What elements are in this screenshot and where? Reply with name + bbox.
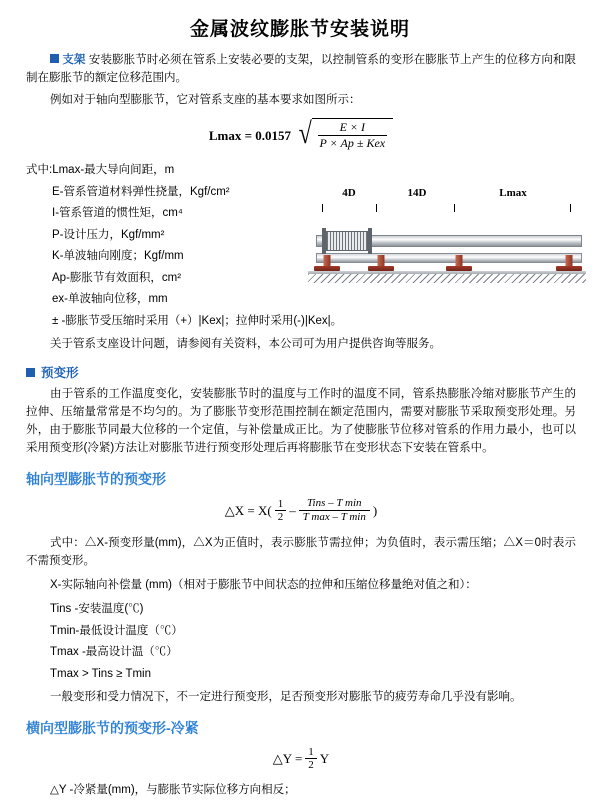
formula-delta-y-half: $\frac{1}{2}$ — [305, 746, 317, 771]
figure-label-14d: 14D — [407, 187, 427, 199]
page-title: 金属波纹膨胀节安装说明 — [189, 19, 410, 40]
formula-delta-y — [26, 746, 576, 771]
legend-item: ± -膨胀节受压缩时采用（+）|Kex|；拉伸时采用(-)|Kex|。 — [52, 314, 343, 327]
formula-delta-x-half: 1 2 — [275, 498, 287, 523]
legend-item: ex-单波轴向位移，mm — [52, 293, 168, 305]
ground-hatching — [308, 274, 586, 283]
note-line: Tmin-最低设计温度（℃） — [50, 624, 183, 637]
flange-right — [368, 228, 372, 254]
section1-paragraph-2: 例如对于轴向型膨胀节，它对管系支座的基本要求如图所示： — [50, 94, 361, 106]
legend-item: I-管系管道的惯性矩，cm⁴ — [52, 207, 183, 219]
section1-lead-text: 安装膨胀节时必须在管系上安装必要的支架，以控制管系的变形在膨胀节上产生的位移方向和限制在膨胀节的额定位移范围内。 — [26, 54, 577, 84]
subsection-lateral-note: △Y -冷紧量(mm)，与膨胀节实际位移方向相反； — [50, 784, 296, 796]
section2-heading: 预变形 — [41, 366, 79, 380]
legend-item: E-管系管道材料弹性挠量，Kgf/cm² — [52, 185, 230, 198]
subsection-axial-notes — [26, 534, 576, 706]
note-line: 式中：△X-预变形量(mm)，△X为正值时，表示膨胀节需拉伸；为负值时，表示需压缩；△X＝0时表示不需预变形。 — [26, 537, 576, 567]
note-line: Tins -安装温度(℃) — [50, 603, 144, 615]
blue-square-bullet-icon — [50, 54, 59, 63]
subsection-lateral-predeformation-heading: 横向型膨胀节的预变形-冷紧 — [26, 720, 199, 736]
document-page — [0, 14, 600, 796]
formula-lmax — [26, 119, 576, 153]
formula-delta-x-lhs: △X = X( — [224, 502, 272, 518]
pipe-support-1 — [314, 253, 340, 271]
subsection-axial-predeformation-heading: 轴向型膨胀节的预变形 — [26, 471, 166, 487]
legend-item: P-设计压力，Kgf/mm² — [52, 228, 165, 241]
section2-paragraph-1: 由于管系的工作温度变化，安装膨胀节时的温度与工作时的温度不同，管系热膨胀冷缩对膨胀节产生的拉伸、压缩量常常是不均匀的。为了膨胀节变形范围控制在额定范围内，需要对膨胀节采取预变形处理。另外，由于膨胀节同最大位移的一个定值，与补偿量成正比。为了使膨胀节位移对管系的作用力最小，也可以采用预变形(冷紧)方法让对膨胀节进行预变形处理后再将膨胀节在变形状态下安装在管系中。 — [26, 388, 576, 454]
blue-square-bullet-icon — [26, 368, 35, 377]
figure-label-4d: 4D — [342, 187, 356, 199]
flange-left — [322, 228, 326, 254]
formula-delta-y-lhs: △Y = — [272, 750, 303, 766]
legend-item: 式中:Lmax-最大导向间距，m — [26, 164, 175, 176]
note-line: 一般变形和受力情况下，不一定进行预变形，足否预变形对膨胀节的疲劳寿命几乎没有影响。 — [50, 691, 522, 703]
legend-item: K-单波轴向刚度；Kgf/mm — [52, 250, 184, 262]
pipe-assembly-drawing — [308, 209, 586, 287]
figure-label-lmax: Lmax — [499, 187, 527, 199]
document-body — [0, 51, 600, 801]
pipe-support-4 — [556, 253, 582, 271]
note-line: Tmax -最高设计温（℃） — [50, 646, 178, 658]
section1-heading: 支架 — [62, 54, 86, 66]
formula-delta-y-rhs: Y — [319, 750, 330, 766]
formula-delta-x-rhs: ) — [372, 502, 378, 518]
bellows-expansion-joint — [326, 231, 368, 251]
formula-lmax-lhs: Lmax = 0.0157 — [208, 128, 292, 143]
pipe-support-figure — [308, 161, 586, 299]
legend-item: Ap-膨胀节有效面积，cm² — [52, 271, 182, 284]
section2-heading-row — [26, 363, 576, 381]
formula-lmax-sqrt — [297, 119, 393, 153]
formula-delta-x-temp-ratio: Tins – T min T max – T min — [299, 497, 370, 524]
formula-lmax-numerator: E × I — [318, 119, 388, 136]
formula-delta-x — [26, 497, 576, 524]
pipe-support-3 — [446, 253, 472, 271]
formula-lmax-denominator: P × Ap ± Kex — [319, 136, 386, 150]
note-line: Tmax > Tins ≥ Tmin — [50, 667, 151, 680]
section1-lead-paragraph — [26, 51, 576, 87]
note-line: X-实际轴向补偿量 (mm)（相对于膨胀节中间状态的拉伸和压缩位移量绝对值之和）： — [50, 579, 477, 591]
radical-icon: √ — [298, 117, 312, 150]
legend-and-figure-row — [26, 161, 576, 333]
pipe-support-2 — [368, 253, 394, 271]
figure-dimension-labels — [308, 187, 586, 207]
section1-closing-paragraph: 关于管系支座设计问题，请参阅有关资料，本公司可为用户提供咨询等服务。 — [50, 338, 441, 350]
section1-legend-list — [26, 161, 343, 333]
formula-delta-x-minus: – — [289, 502, 296, 518]
